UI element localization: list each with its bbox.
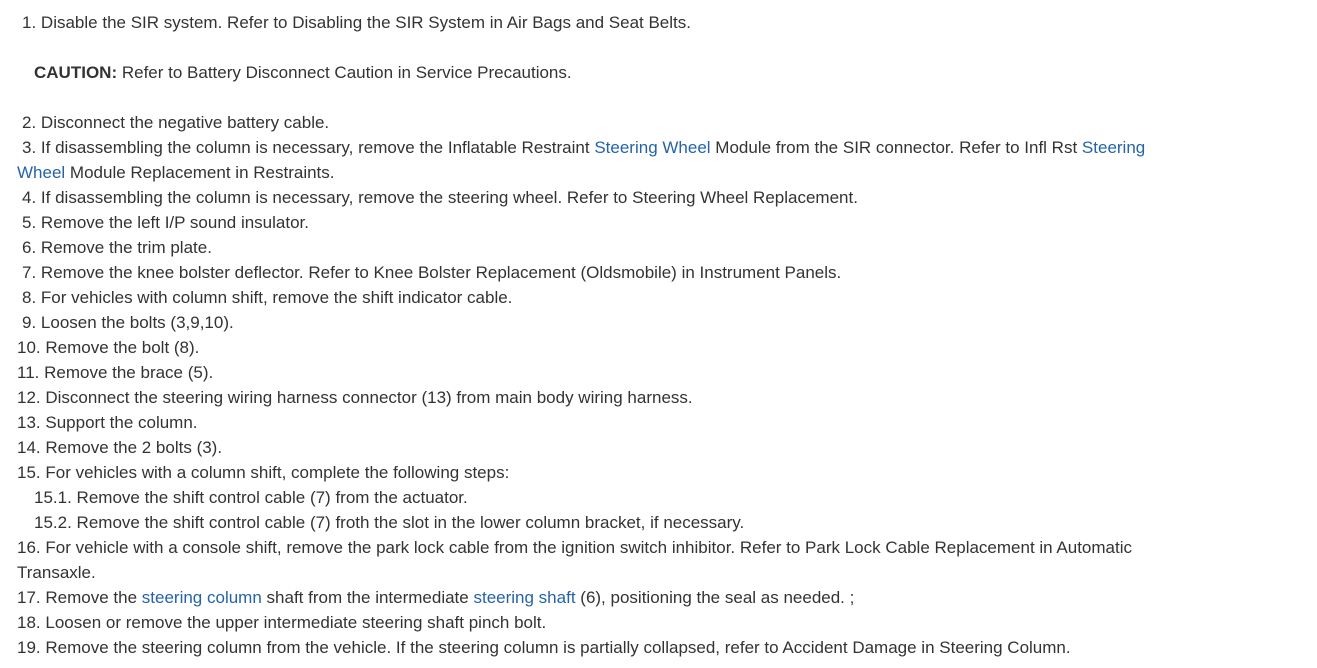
step-text: Disconnect the negative battery cable. [40,113,330,132]
step-text: If disassembling the column is necessary, remove the Inflatable Restraint [40,138,590,157]
step-text: Loosen the bolts (3,9,10). [40,313,234,332]
step-number: 15. [17,463,41,482]
step-text: Remove the 2 bolts (3). [45,438,223,457]
step-number: 5. [22,213,37,232]
step-text: Remove the knee bolster deflector. Refer to Knee Bolster Replacement (Oldsmobile) in Instrument Panels. [40,263,842,282]
steering-column-link[interactable]: steering column [141,588,262,607]
step-number: 15.1. [34,488,72,507]
step-number: 13. [17,413,41,432]
step-9 [17,310,1197,335]
step-text: Remove the shift control cable (7) froth the slot in the lower column bracket, if necessary. [76,513,745,532]
step-number: 14. [17,438,41,457]
step-number: 7. [22,263,37,282]
step-4 [17,185,1197,210]
step-number: 16. [17,538,41,557]
step-16 [17,535,1197,585]
step-text: (6), positioning the seal as needed. ; [580,588,855,607]
step-3 [17,135,1197,185]
step-text: Module from the SIR connector. Refer to Infl Rst [715,138,1078,157]
step-18 [17,610,1197,635]
steering-shaft-link[interactable]: steering shaft [473,588,576,607]
step-number: 2. [22,113,37,132]
step-6 [17,235,1197,260]
step-7 [17,260,1197,285]
step-text: Remove the brace (5). [44,363,214,382]
step-11 [17,360,1197,385]
step-number: 19. [17,638,41,657]
step-number: 10. [17,338,41,357]
step-19 [17,635,1197,660]
step-number: 1. [22,13,37,32]
step-text: Remove the steering column from the vehicle. If the steering column is partially collapsed, refer to Accident Damage in Steering Column. [45,638,1071,657]
step-text: shaft from the intermediate [266,588,469,607]
step-10 [17,335,1197,360]
step-text: For vehicles with column shift, remove the shift indicator cable. [40,288,513,307]
caution-text: Refer to Battery Disconnect Caution in Service Precautions. [121,63,572,82]
step-text: Remove the [45,588,138,607]
step-number: 8. [22,288,37,307]
step-2 [17,110,1197,135]
step-number: 4. [22,188,37,207]
step-15 [17,460,1197,485]
caution-note [17,60,1197,85]
step-text: Support the column. [45,413,198,432]
step-text: Remove the bolt (8). [45,338,200,357]
step-15-1 [17,485,1197,510]
step-12 [17,385,1197,410]
step-text: Remove the trim plate. [40,238,212,257]
procedure-document [17,10,1197,660]
step-8 [17,285,1197,310]
step-number: 15.2. [34,513,72,532]
step-text: Module Replacement in Restraints. [69,163,335,182]
step-text: For vehicle with a console shift, remove the park lock cable from the ignition switch inhibitor. Refer to Park Lock Cable Replacement in Automatic Transaxle. [17,538,1132,582]
step-number: 9. [22,313,37,332]
step-number: 6. [22,238,37,257]
step-14 [17,435,1197,460]
step-1 [17,10,1197,35]
step-text: For vehicles with a column shift, complete the following steps: [45,463,510,482]
step-text: Remove the shift control cable (7) from the actuator. [76,488,468,507]
steering-wheel-link[interactable]: Steering Wheel [594,138,711,157]
step-17 [17,585,1197,610]
step-15-2 [17,510,1197,535]
step-text: If disassembling the column is necessary, remove the steering wheel. Refer to Steering Wheel Replacement. [40,188,858,207]
step-number: 3. [22,138,37,157]
step-5 [17,210,1197,235]
step-number: 11. [17,363,40,382]
step-number: 17. [17,588,41,607]
step-13 [17,410,1197,435]
step-text: Disconnect the steering wiring harness connector (13) from main body wiring harness. [45,388,693,407]
steering-wheel-link[interactable]: Steering Wheel [17,138,1146,182]
step-text: Remove the left I/P sound insulator. [40,213,309,232]
step-number: 18. [17,613,41,632]
step-number: 12. [17,388,41,407]
caution-label: CAUTION: [34,63,118,82]
step-text: Loosen or remove the upper intermediate steering shaft pinch bolt. [45,613,547,632]
step-text: Disable the SIR system. Refer to Disabling the SIR System in Air Bags and Seat Belts. [40,13,691,32]
